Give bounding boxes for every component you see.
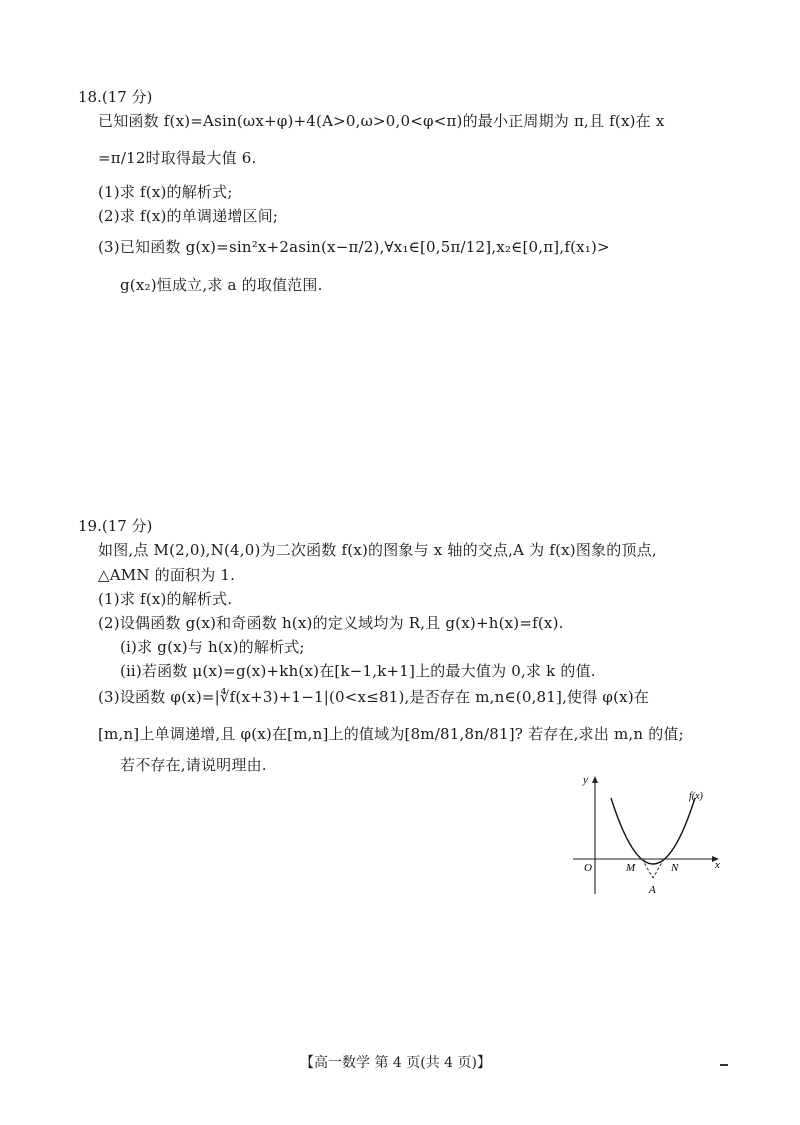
q19-part3-line1: (3)设函数 φ(x)=|∜f(x+3)+1−1|(0<x≤81),是否存在 m,n∈(0,81],使得 φ(x)在 bbox=[98, 688, 650, 706]
origin-label: O bbox=[584, 862, 592, 874]
corner-mark bbox=[720, 1064, 728, 1066]
curve-label: f(x) bbox=[689, 791, 703, 802]
q19-stem-line2: △AMN 的面积为 1. bbox=[98, 566, 236, 584]
q18-number: 18.(17 分) bbox=[78, 88, 153, 106]
q19-part3-line2: [m,n]上单调递增,且 φ(x)在[m,n]上的值域为[8m/81,8n/81]? 若存在,求出 m,n 的值; bbox=[98, 725, 684, 743]
x-axis-label: x bbox=[715, 859, 720, 871]
page-footer: 【高一数学 第 4 页(共 4 页)】 bbox=[300, 1055, 491, 1071]
parabola-curve bbox=[611, 798, 695, 864]
q18-part2: (2)求 f(x)的单调递增区间; bbox=[98, 207, 279, 225]
y-axis-label: y bbox=[583, 774, 588, 786]
triangle-side-ma bbox=[642, 859, 653, 878]
q19-part3-line3: 若不存在,请说明理由. bbox=[120, 756, 267, 774]
q18-part3-line2: g(x₂)恒成立,求 a 的取值范围. bbox=[120, 276, 323, 294]
q19-part2-i: (ⅰ)求 g(x)与 h(x)的解析式; bbox=[120, 638, 305, 656]
q19-stem-line1: 如图,点 M(2,0),N(4,0)为二次函数 f(x)的图象与 x 轴的交点,A 为 f(x)图象的顶点, bbox=[98, 541, 657, 559]
q18-stem-line1: 已知函数 f(x)=Asin(ωx+φ)+4(A>0,ω>0,0<φ<π)的最小正周期为 π,且 f(x)在 x bbox=[98, 112, 665, 130]
q19-part2-ii: (ⅱ)若函数 μ(x)=g(x)+kh(x)在[k−1,k+1]上的最大值为 0,求 k 的值. bbox=[120, 662, 596, 680]
y-axis-arrow bbox=[592, 776, 598, 783]
q18-stem-line2: =π/12时取得最大值 6. bbox=[98, 149, 257, 167]
point-m-label: M bbox=[626, 862, 636, 874]
vertex-a-label: A bbox=[649, 884, 656, 896]
triangle-side-na bbox=[653, 859, 664, 878]
point-n-label: N bbox=[671, 862, 679, 874]
q19-number: 19.(17 分) bbox=[78, 517, 153, 535]
parabola-figure bbox=[565, 770, 735, 900]
q19-part1: (1)求 f(x)的解析式. bbox=[98, 590, 233, 608]
q19-part2: (2)设偶函数 g(x)和奇函数 h(x)的定义域均为 R,且 g(x)+h(x)=f(x). bbox=[98, 614, 564, 632]
q18-part3-line1: (3)已知函数 g(x)=sin²x+2asin(x−π/2),∀x₁∈[0,5π/12],x₂∈[0,π],f(x₁)> bbox=[98, 238, 610, 256]
q18-part1: (1)求 f(x)的解析式; bbox=[98, 183, 233, 201]
